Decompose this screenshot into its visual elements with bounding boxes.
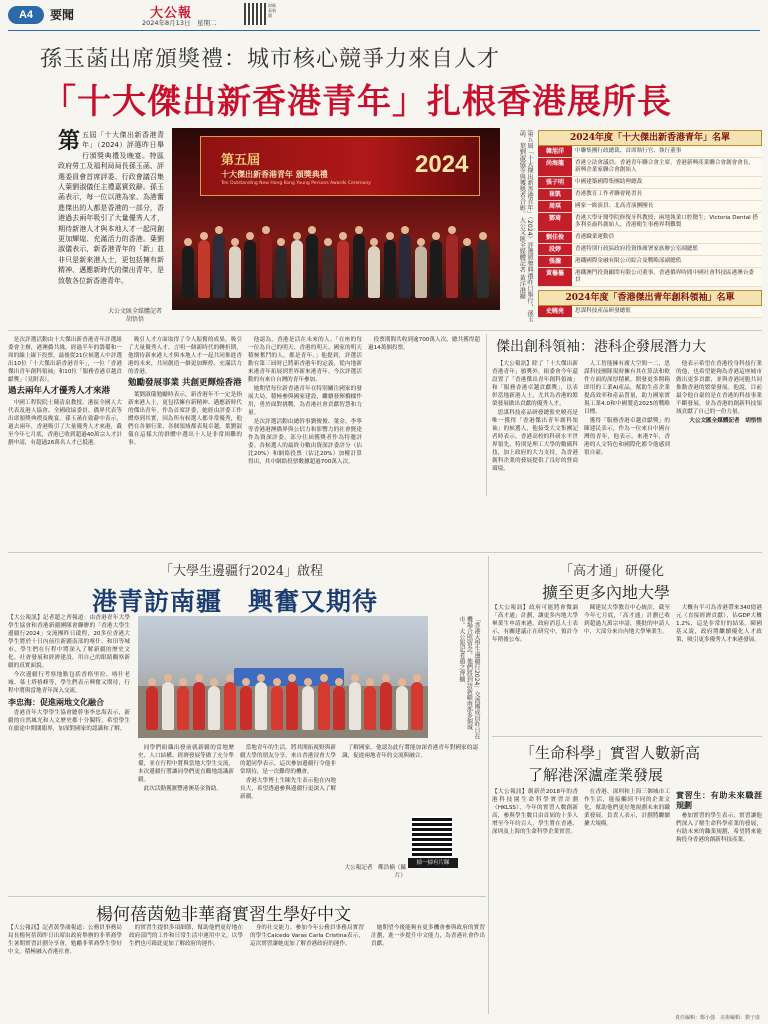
section-divider	[492, 736, 762, 737]
student-figure	[146, 686, 158, 730]
honoree-title: 港鐵國際金融有限公司綜合及戰略部副總監	[572, 256, 762, 267]
story2-column-4	[342, 744, 478, 808]
person-head	[398, 678, 406, 686]
honoree-name: 黃樞樞	[538, 268, 572, 286]
award-winners-group	[172, 128, 500, 310]
person-head	[351, 674, 359, 682]
person-head	[366, 678, 374, 686]
person-figure	[213, 234, 225, 298]
student-figure	[364, 686, 376, 730]
innovation-article-headline: 傑出創科領袖：港科企發展潛力大	[496, 339, 706, 355]
lead-photo	[172, 128, 500, 310]
page-header	[0, 0, 768, 32]
video-qr-code-icon[interactable]	[412, 816, 452, 856]
students-group	[138, 616, 428, 738]
honoree-name: 張子明	[538, 177, 572, 188]
story3-headline: 楊何蓓茵勉非華裔實習生學好中文	[96, 905, 351, 925]
person-head	[262, 226, 270, 234]
article-column	[676, 360, 762, 496]
honoree-title: 中國建築國際集團助理總裁	[572, 177, 762, 188]
story2-byline: 大公報記者 鄭浩楠（攝片）	[344, 865, 406, 879]
paragraph: 【大公報訊】除了「十大傑出新香港青年」頒獎外，組委會今年還設置了「香港傑出青年創科領袖」和「服務香港卓越貢獻獎」，以表彰當地新港人士，尤其為香港的繁榮發展做出貢獻的優秀人才。	[492, 361, 578, 407]
paragraph: 投票期間共收到逾700萬人次，總共獲得超過14萬個投票。	[368, 337, 480, 351]
paragraph: 在香港、深圳和上海三個城市工作生活，能接觸到不同的企業文化，幫助他們更好地規劃未來的職業發展。負責人表示，計劃將繼續擴大規模。	[584, 789, 670, 827]
person-head	[355, 226, 363, 234]
column-divider	[486, 334, 487, 496]
person-head	[273, 678, 281, 686]
paragraph: 陳建民大學教育中心統計，截至今年七月底，「高才通」計劃已收到超過九萬宗申請，獲批的申請人中，大部分來自內地大學畢業生。	[584, 605, 670, 635]
honoree-title: 香港立法會議員、香港青年聯合會主席，香港新興產業聯合會創會會長、新興企業家聯合會創始人	[572, 158, 762, 176]
person-head	[246, 232, 254, 240]
person-head	[382, 674, 390, 682]
story2-headline: 港青訪南疆 興奮又期待	[92, 587, 379, 616]
person-figure	[399, 234, 411, 298]
qr-code-icon[interactable]	[244, 3, 266, 25]
lead-intro-text: 五屆「十大傑出新香港青年」（2024）評選昨日舉行頒獎典禮及晚宴。特區政府勞工及福利局局長孫玉菡、評選委員會首席評委、行政會議召集人葉劉淑儀任主禮嘉賓致辭。孫玉菡表示，每一位以港為家、為港奮進傑出的人都是香港的一部分，香港過去兩年吸引了大量優秀人才，期待新港人才與本地人才一起同創更加輝煌、充滿活力的香港。葉劉淑儀表示，新香港青年的「新」並非只是新來港人士，更包括擁有新精神、邁應新時代的傑出青年，是致敬各位新香港青年。	[58, 131, 164, 285]
person-figure	[182, 246, 194, 298]
student-figure	[396, 686, 408, 730]
student-figure	[318, 682, 330, 730]
person-head	[413, 674, 421, 682]
student-figure	[208, 686, 220, 730]
honoree-title: 國家一級演員、北高青演團團長	[572, 201, 762, 212]
student-figure	[333, 686, 345, 730]
honoree-name: 劉佳俊	[538, 232, 572, 243]
story5-column	[492, 788, 578, 1014]
student-figure	[380, 682, 392, 730]
honor-row	[538, 306, 762, 318]
paragraph: 人工智能擁有廣大空間一二，思謀科技團隊現時擁有其在算法和軟件方面的深厚積累，開發更多開箱即用的工業AI產品，幫助生產企業提高效率和產品質量，助力國家實現工業4.0和中國製造2025的戰略目標。	[584, 361, 670, 415]
student-figure	[411, 682, 423, 730]
honoree-name: 段婷	[538, 244, 572, 255]
subheading: 勉勵發展事業 共創更輝煌香港	[128, 378, 242, 388]
byline-org: 大公文匯全媒體記者	[107, 308, 162, 315]
subheading: 李忠海：促進兩地文化融合	[8, 697, 104, 707]
person-figure	[461, 246, 473, 298]
subheading: 過去兩年人才優秀人才來港	[8, 386, 111, 396]
honor-list-title: 2024年度「十大傑出新香港青年」名單	[538, 130, 762, 146]
student-figure	[302, 686, 314, 730]
section-divider	[8, 330, 762, 331]
person-head	[288, 674, 296, 682]
paragraph: 了解國家。他認為此行將能加深香港青年對國家的認識，促進兩地青年的交流與融合。	[342, 745, 478, 759]
story2-photo-caption: 「香港大學生邊疆行2024」交流團成員昨日在機場合照留念，他們將到訪新疆南部多個城市。大公報記者趙之齊攝	[457, 616, 480, 740]
person-head	[184, 238, 192, 246]
story4-kicker: 「高才通」研優化	[560, 564, 665, 579]
section-name: 要聞	[50, 8, 75, 22]
honoree-title: 思謀科技產品研發總監	[572, 306, 762, 317]
paragraph: 今次邊疆行考察地點包括香格里拉、喀什老城、慕士塔格峰等，學生們表示興奮又期待，行程中將與當地青年深入交流。	[8, 672, 130, 694]
honoree-title: 中聯集團行政總裁、首席執行官、執行董事	[572, 146, 762, 157]
person-head	[179, 678, 187, 686]
person-head	[257, 674, 265, 682]
story3-column	[8, 924, 122, 1016]
person-head	[417, 238, 425, 246]
student-figure	[271, 686, 283, 730]
honoree-title: 香港教育工作者聯會秘書長	[572, 189, 762, 200]
person-head	[195, 674, 203, 682]
story3-body	[8, 924, 486, 1016]
story4-body	[492, 604, 762, 732]
paragraph: 她期望每位新香港青年在特別關注國家的發展大局，積極參與國家建設，繼續發揮橋樑作用，勇於面對挑戰，為香港社會貢獻智慧和力量。	[248, 386, 362, 416]
innovator-list-title: 2024年度「香港傑出青年創科領袖」名單	[538, 290, 762, 306]
person-figure	[244, 240, 256, 298]
honor-list-table	[538, 130, 762, 326]
drop-cap: 第	[58, 128, 81, 154]
qr-caption: 掃碼看新聞	[268, 3, 276, 18]
paragraph: 中國工程院院士陳清泉教授、港區全國人大代表及港人協會、全國政協委員、僑界代表等出席頒獎典禮及晚宴。孫玉菡在致辭中表示，過去兩年，香港吸引了大量優秀人才來港，截至今年七月底，香港已收到超過40萬宗人才計劃申請，有超過26萬名人才已抵港。	[8, 400, 122, 446]
lead-column-1	[8, 336, 122, 496]
person-head	[226, 674, 234, 682]
student-figure	[224, 682, 236, 730]
lead-column-3	[248, 336, 362, 496]
story4-column	[492, 604, 578, 732]
paragraph: 思謀科技產品研發總監史曉亮是唯一獲得「香港傑出青年創科領袖」的候選人，他接受大文集團記者時表示，香港高校的科研水平世界領先，特別是理工大學的數碼科技，加上政府的大力支持，為香港創科企業的發展提供了良好的營商環境。	[492, 410, 578, 472]
paragraph: 香港青年大學學生協會總幹事李忠海表示，新疆的自然風光和人文歷史都十分獨特，希望學生在旅途中開闊眼界，加深對國家的認識和了解。	[8, 710, 130, 732]
paragraph: 他認為，香港是活在未來的人。「在座的每一位為自己的明天、香港的明天、國家的明天積極奮鬥的人，都是青年。」他提到，評選活動在第三屆時已將新香港年的定義，從內地新來港青年拓展到世界新來港青年。今次評選活動的有來自台灣的青年參加。	[248, 337, 362, 383]
story3-column	[129, 924, 243, 1016]
person-head	[335, 678, 343, 686]
story5-headline-1: 「生命科學」實習人數新高	[520, 744, 701, 762]
person-head	[432, 232, 440, 240]
student-figure	[162, 682, 174, 730]
paragraph: 獲得「服務香港卓越貢獻獎」的陳建民表示，作為一位來自中國台灣的青年，他表示，來港7年，香港的人文特色和國際化都令他感到很自豪。	[584, 418, 670, 456]
honor-row	[538, 268, 762, 287]
byline: 大公文匯全媒體記者 胡悟悟	[689, 418, 762, 424]
person-figure	[337, 240, 349, 298]
paragraph: 她期望今後能夠有更多機會參與政府的實習計劃，進一步提升中文能力，為香港社會作出貢獻。	[371, 925, 485, 947]
person-head	[463, 238, 471, 246]
honoree-name: 張瀧	[538, 256, 572, 267]
person-figure	[260, 234, 272, 298]
person-figure	[415, 246, 427, 298]
person-figure	[353, 234, 365, 298]
person-head	[200, 232, 208, 240]
person-head	[277, 238, 285, 246]
innovation-article-body	[492, 360, 762, 496]
person-figure	[291, 240, 303, 298]
honor-row	[538, 158, 762, 177]
student-figure	[349, 682, 361, 730]
honor-row	[538, 189, 762, 201]
student-figure	[177, 686, 189, 730]
story3-column	[250, 924, 364, 1016]
paragraph: 吸引人才方面取得了令人振奮的成果，吸引了大量優秀人才。言明一個新時代的轉折期，他期待新來港人才與本地人才一起共同推進香港的未來，共同創造一個更加輝煌、充滿活力的香港。	[128, 337, 242, 375]
story2-column-1	[8, 614, 130, 890]
person-figure	[384, 240, 396, 298]
student-group-photo	[138, 616, 428, 738]
lead-photo-caption: 第五屆「十大傑出新香港青年」（2024）評選頒獎典禮昨日舉行，孫玉菡、葉劉淑儀等與獲獎者合影。大公文匯全媒體記者 黃洋港攝	[518, 130, 533, 323]
person-head	[324, 238, 332, 246]
paragraph: 身的社交能力。參加今年公務員事務局實習的學生Caicedo Varas Carla Cristina表示，這次實習讓她更加了解香港政府的運作。	[250, 925, 364, 947]
lead-column-2	[128, 336, 242, 496]
honoree-name: 崔凱	[538, 189, 572, 200]
person-figure	[446, 234, 458, 298]
subheading: 實習生：有助未來職涯規劃	[676, 790, 762, 810]
page-footer: 責任編輯：鄭小強 美術編輯：劉子康	[674, 1015, 760, 1021]
backdrop-subtitle: Ten Outstanding New Hong Kong Young Persons Awards Ceremony	[221, 181, 371, 186]
person-figure	[477, 240, 489, 298]
section-divider	[8, 552, 762, 553]
honor-row	[538, 256, 762, 268]
lead-body	[8, 336, 480, 496]
lead-intro	[58, 130, 164, 290]
person-head	[448, 226, 456, 234]
lead-byline	[100, 308, 170, 324]
person-figure	[229, 246, 241, 298]
person-head	[231, 238, 239, 246]
honor-list-rows	[538, 146, 762, 287]
paragraph: 【大公報訊】創新於2018年的香港科技園生命科學實習計劃（HKLSS），今年的實習人數創新高，參與學生數目由首屆的十多人增至今年約百人，學生將在香港、深圳及上海的生命科學企業實習。	[492, 789, 578, 835]
honoree-name: 鄧琦	[538, 213, 572, 231]
story5-body	[492, 788, 762, 1014]
honor-row	[538, 244, 762, 256]
story2-column-2	[138, 744, 234, 892]
person-figure	[306, 234, 318, 298]
lead-column-4	[368, 336, 480, 496]
story5-column	[584, 788, 670, 1014]
backdrop-title: 十大傑出新香港青年 頒獎典禮	[221, 170, 328, 179]
story5-headline-2: 了解港深瀘產業發展	[528, 766, 664, 784]
person-head	[308, 226, 316, 234]
honoree-title: 香港大學牙醫學院修復牙科教授；兩地執業口腔醫生；Victoria Dental 搭多利亞齒科創始人、香港衛生事務界利難製	[572, 213, 762, 231]
honor-row	[538, 201, 762, 213]
paragraph: 【大公報訊】政府可能將會微調「高才通」計劃，讓更多內地大學畢業生申請來港，政府消息人士表示，有關建議正在研究中，預計今年稍後公布。	[492, 605, 578, 643]
paragraph: 是次評選活動由總幹事劉俊俊、葉金、李寧等香港港澳僑界與公信力和影響力的社會賢達作為資深評委，部分往屆獲獎者作為特邀評委。各候選人的最終分數由資深評委評分（佔比20%）和網絡投票（佔比20%）加權計算得出，其中網絡投票數據超過700萬人次。	[248, 419, 362, 465]
paragraph: 此次活動獲滙豐港澳基金資助。	[143, 786, 222, 792]
paragraph: 參加實習的學生表示，實習讓他們深入了解生命科學產業的發展，有助未來的職業規劃，希望將來能夠投身香港的創新科技產業。	[676, 813, 762, 843]
honoree-title: 港鐵澳門投資顧問有限公司董事、香港僑界時間中國社會科技區港澳台委員	[572, 268, 762, 286]
qr-label: 掃一掃有片睇	[408, 858, 458, 868]
honoree-name: 尚海龍	[538, 158, 572, 176]
person-figure	[430, 240, 442, 298]
paragraph: 大概有半可為香港帶來340億港元（直接經濟貢獻），佔GDP大概1.2%，這是非常好的結果。陳國基又說，政府將繼續優化人才政策，吸引更多優秀人才來港發展。	[676, 605, 762, 643]
story4-column	[584, 604, 670, 732]
honoree-name: 周琪	[538, 201, 572, 212]
honor-row	[538, 213, 762, 232]
person-head	[304, 678, 312, 686]
honor-row	[538, 232, 762, 244]
paragraph: 葉劉淑儀勉勵時表示，新香港年不一定是指新來港人士，更包括擁有新精神、邁應新時代的傑出青年。作為首席評委，她經由評委工作體察到其實，因為所有候選人都非常優秀，他們在各個行業、各個領域都表現卓越。葉劉淑儀在這樣大的群體中選出十人是非常困難的事。	[128, 392, 242, 446]
paragraph: 他表示希望在香港投身科技行業的他，也希望能夠為香港這座城市做出更多貢獻，並與香港同胞共同推動香港的繁榮發展。他說，目前最令他自豪的是在香港的科技事業不斷發展，並為香港的創新科技領域貢獻了自己的一份力量。	[676, 361, 762, 415]
page-number-badge: A4	[8, 6, 44, 24]
honoree-title: 香港職業運動員	[572, 232, 762, 243]
person-head	[479, 232, 487, 240]
honor-row	[538, 146, 762, 158]
paragraph: 是次評選活動由十大傑出新香港青年評選組委會主辦，港澳僑共緣，經過半年的籌備和一周的線上線下投票，最後從21位候選人中評選出10位「十大傑出新香港青年」，一位「香港傑出青年創科領袖」和10位「服務香港卓越貢獻獎」（見附表）。	[8, 337, 122, 383]
person-head	[242, 678, 250, 686]
paragraph: 【大公報訊】記者趙之齊報道：由香港青年大學學生協會和香港新疆團隊會聯辦的「香港大學生邊疆行2024」交流團昨日啟程，20多位香港大學生將於十日內前往新疆南部的喀什、和田等城市，學生們在行程中將深入了解新疆的歷史文化、社會發展和經濟建設，用自己的眼睛觀察新疆的真實面貌。	[8, 615, 130, 669]
article-column	[492, 360, 578, 496]
paragraph: 的實習生提供多項細節，幫助他們更好地在政府部門的工作和日常生活中運用中文，以學生們也可藉此更加了解政府的運作。	[129, 925, 243, 947]
story3-column	[371, 924, 485, 1016]
paragraph: 同學們組織出發前就新疆的當地歷史、人口結構、經濟發展等做了充分準備，並在行程中將與當地大學生交流，本次邊疆行將讓同學們更直觀地認識新疆。	[138, 745, 234, 783]
byline-name: 胡悟悟	[125, 316, 144, 323]
header-divider	[8, 30, 760, 31]
person-head	[164, 674, 172, 682]
story4-headline: 擴至更多內地大學	[542, 583, 671, 602]
story4-column	[676, 604, 762, 732]
newspaper-logo: 大公報	[150, 6, 193, 21]
honoree-title: 香港特別行政區政府投資推廣署家族辦公室副總監	[572, 244, 762, 255]
person-head	[215, 226, 223, 234]
person-figure	[275, 246, 287, 298]
person-figure	[368, 246, 380, 298]
student-figure	[193, 682, 205, 730]
person-figure	[198, 240, 210, 298]
paragraph: 香港大學博士生陳先生表示他在內地長大，希望透過參與邊疆行更深入了解新疆。	[240, 778, 336, 800]
person-head	[370, 238, 378, 246]
issue-date: 2024年8月13日 星期二	[142, 19, 217, 27]
story2-kicker: 「大學生邊疆行2024」啟程	[160, 564, 324, 579]
paragraph: 當地青年的生活，將其開拓視野與新疆大學的朋友分享。來自香港浸會大學的趙同學表示，這次參加邊疆行令他非常期待，是一次難得的機會。	[240, 745, 336, 775]
person-head	[148, 678, 156, 686]
honoree-name: 史曉亮	[538, 306, 572, 317]
person-head	[320, 674, 328, 682]
paragraph: 【大公報訊】記者黃學鴻報道：公務員事務局局長楊何蓓茵昨日出席由政府舉辦的非華裔學生暑期實習計劃分享會，勉勵非華裔學生學好中文，積極融入香港社會。	[8, 925, 122, 955]
person-head	[401, 226, 409, 234]
student-figure	[286, 682, 298, 730]
lead-kicker: 孫玉菡出席頒獎禮：城市核心競爭力來自人才	[40, 47, 501, 72]
student-figure	[240, 686, 252, 730]
column-divider	[488, 556, 489, 1014]
person-head	[293, 232, 301, 240]
backdrop-year: 2024	[415, 151, 469, 178]
student-figure	[255, 682, 267, 730]
honor-row	[538, 177, 762, 189]
story5-column	[676, 788, 762, 1014]
section-divider	[8, 896, 486, 897]
person-head	[386, 232, 394, 240]
honoree-name: 韓旭洋	[538, 146, 572, 157]
article-column	[584, 360, 670, 496]
backdrop-edition: 第五屆	[221, 153, 261, 168]
person-figure	[322, 246, 334, 298]
person-head	[339, 232, 347, 240]
innovator-list-rows	[538, 306, 762, 318]
story2-column-3	[240, 744, 336, 892]
lead-headline: 「十大傑出新香港青年」扎根香港展所長	[42, 82, 672, 122]
person-head	[210, 678, 218, 686]
